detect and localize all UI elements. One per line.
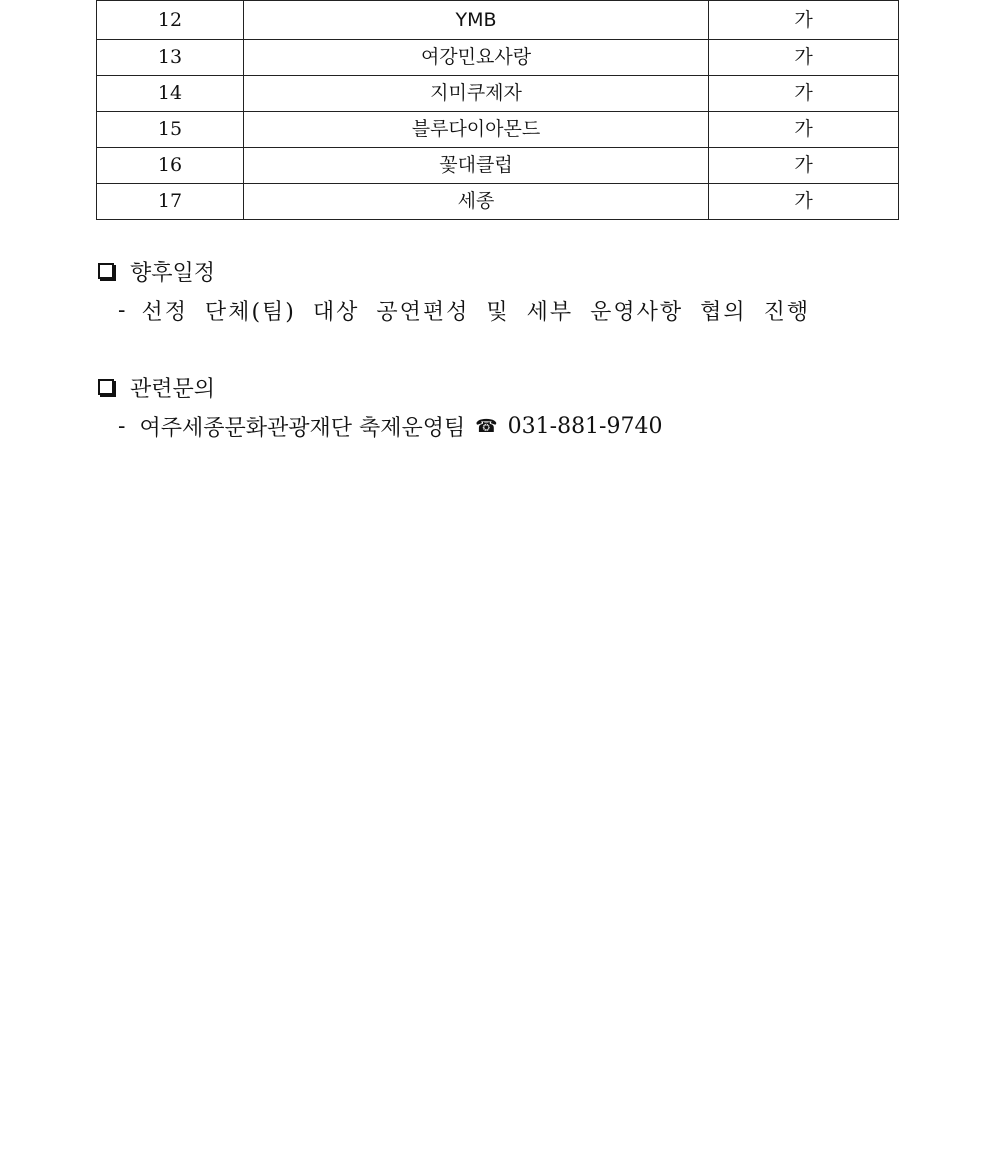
team-name: 여강민요사랑	[244, 40, 709, 76]
team-name: YMB	[244, 1, 709, 40]
team-name: 블루다이아몬드	[244, 112, 709, 148]
checkbox-icon	[98, 263, 114, 279]
table-row	[97, 40, 899, 76]
table-row	[97, 184, 899, 220]
schedule-section	[96, 256, 810, 325]
phone-number: 031-881-9740	[507, 413, 663, 439]
results-table	[96, 0, 899, 220]
grade: 가	[709, 148, 899, 184]
row-number: 14	[97, 76, 244, 112]
schedule-line	[118, 295, 810, 325]
table-row	[97, 112, 899, 148]
inquiry-line-text: 여주세종문화관광재단 축제운영팀	[139, 415, 466, 441]
team-name: 꽃대클럽	[244, 148, 709, 184]
inquiry-heading-text: 관련문의	[130, 376, 216, 402]
row-number: 17	[97, 184, 244, 220]
row-number: 15	[97, 112, 244, 148]
schedule-heading-text: 향후일정	[130, 260, 216, 286]
grade: 가	[709, 112, 899, 148]
schedule-line-text: 선정 단체(팀) 대상 공연편성 및 세부 운영사항 협의 진행	[141, 299, 811, 325]
row-number: 13	[97, 40, 244, 76]
grade: 가	[709, 1, 899, 40]
inquiry-section	[96, 372, 662, 441]
dash-prefix: -	[118, 297, 128, 323]
grade: 가	[709, 40, 899, 76]
row-number: 16	[97, 148, 244, 184]
table-row	[97, 148, 899, 184]
schedule-heading	[96, 256, 810, 286]
table-row	[97, 1, 899, 40]
inquiry-heading	[96, 372, 662, 402]
row-number: 12	[97, 1, 244, 40]
telephone-icon: ☎	[475, 415, 498, 437]
inquiry-line	[118, 411, 662, 441]
team-name: 지미쿠제자	[244, 76, 709, 112]
checkbox-icon	[98, 379, 114, 395]
grade: 가	[709, 184, 899, 220]
team-name: 세종	[244, 184, 709, 220]
table-row	[97, 76, 899, 112]
grade: 가	[709, 76, 899, 112]
dash-prefix: -	[118, 413, 126, 439]
